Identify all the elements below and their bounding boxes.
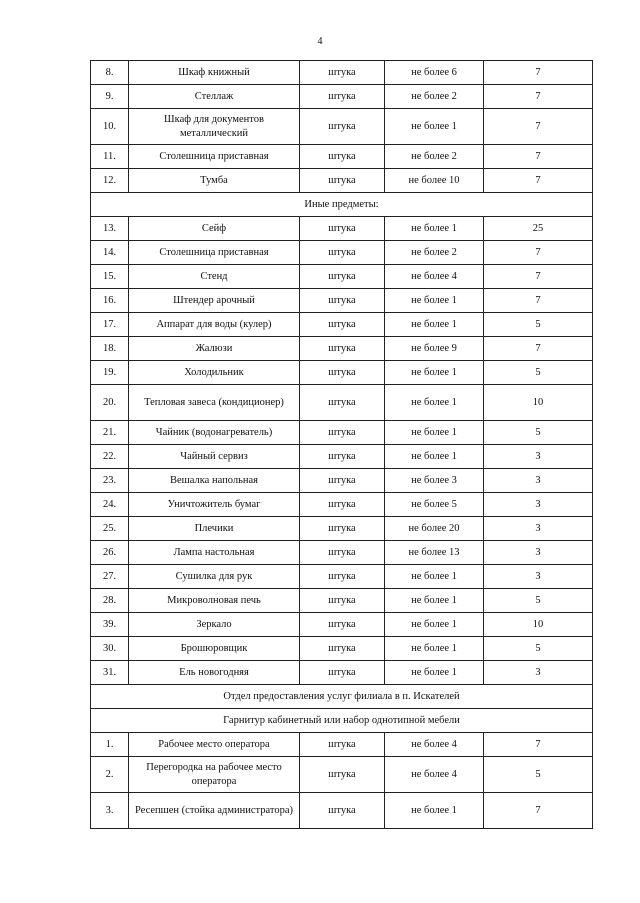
- unit-cell: штука: [300, 445, 385, 469]
- row-number-cell: 19.: [91, 361, 129, 385]
- item-name-cell: Перегородка на рабочее место оператора: [129, 757, 300, 793]
- unit-cell: штука: [300, 385, 385, 421]
- table-row: [91, 493, 593, 517]
- item-name-cell: Штендер арочный: [129, 289, 300, 313]
- item-name-cell: Холодильник: [129, 361, 300, 385]
- service-life-cell: 5: [484, 361, 593, 385]
- row-number-cell: 30.: [91, 637, 129, 661]
- unit-cell: штука: [300, 517, 385, 541]
- table-row: [91, 85, 593, 109]
- quantity-cell: не более 9: [385, 337, 484, 361]
- unit-cell: штука: [300, 469, 385, 493]
- row-number-cell: 13.: [91, 217, 129, 241]
- service-life-cell: 7: [484, 109, 593, 145]
- item-name-cell: Тепловая завеса (кондиционер): [129, 385, 300, 421]
- unit-cell: штука: [300, 757, 385, 793]
- row-number-cell: 20.: [91, 385, 129, 421]
- service-life-cell: 3: [484, 445, 593, 469]
- service-life-cell: 5: [484, 313, 593, 337]
- unit-cell: штука: [300, 613, 385, 637]
- unit-cell: штука: [300, 421, 385, 445]
- row-number-cell: 10.: [91, 109, 129, 145]
- unit-cell: штука: [300, 361, 385, 385]
- section-header-row: [91, 193, 593, 217]
- service-life-cell: 10: [484, 613, 593, 637]
- item-name-cell: Шкаф для документов металлический: [129, 109, 300, 145]
- table-row: [91, 337, 593, 361]
- quantity-cell: не более 1: [385, 109, 484, 145]
- table-row: [91, 313, 593, 337]
- quantity-cell: не более 1: [385, 217, 484, 241]
- row-number-cell: 26.: [91, 541, 129, 565]
- unit-cell: штука: [300, 241, 385, 265]
- item-name-cell: Ель новогодняя: [129, 661, 300, 685]
- service-life-cell: 7: [484, 289, 593, 313]
- item-name-cell: Жалюзи: [129, 337, 300, 361]
- section-header-row: [91, 685, 593, 709]
- table-row: [91, 637, 593, 661]
- section-header: Гарнитур кабинетный или набор однотипной мебели: [91, 709, 593, 733]
- service-life-cell: 3: [484, 565, 593, 589]
- unit-cell: штука: [300, 541, 385, 565]
- row-number-cell: 18.: [91, 337, 129, 361]
- service-life-cell: 3: [484, 661, 593, 685]
- section-header: Иные предметы:: [91, 193, 593, 217]
- quantity-cell: не более 1: [385, 565, 484, 589]
- quantity-cell: не более 13: [385, 541, 484, 565]
- row-number-cell: 23.: [91, 469, 129, 493]
- unit-cell: штука: [300, 793, 385, 829]
- item-name-cell: Рабочее место оператора: [129, 733, 300, 757]
- page-number: 4: [317, 36, 323, 47]
- service-life-cell: 3: [484, 517, 593, 541]
- quantity-cell: не более 2: [385, 145, 484, 169]
- unit-cell: штука: [300, 661, 385, 685]
- item-name-cell: Столешница приставная: [129, 145, 300, 169]
- row-number-cell: 15.: [91, 265, 129, 289]
- items-table: [90, 60, 593, 829]
- row-number-cell: 17.: [91, 313, 129, 337]
- service-life-cell: 7: [484, 793, 593, 829]
- table-row: [91, 421, 593, 445]
- quantity-cell: не более 1: [385, 637, 484, 661]
- table-row: [91, 61, 593, 85]
- service-life-cell: 5: [484, 637, 593, 661]
- service-life-cell: 5: [484, 757, 593, 793]
- row-number-cell: 22.: [91, 445, 129, 469]
- quantity-cell: не более 4: [385, 265, 484, 289]
- service-life-cell: 3: [484, 493, 593, 517]
- item-name-cell: Чайный сервиз: [129, 445, 300, 469]
- item-name-cell: Вешалка напольная: [129, 469, 300, 493]
- quantity-cell: не более 4: [385, 757, 484, 793]
- quantity-cell: не более 1: [385, 421, 484, 445]
- row-number-cell: 21.: [91, 421, 129, 445]
- table-row: [91, 361, 593, 385]
- row-number-cell: 28.: [91, 589, 129, 613]
- row-number-cell: 24.: [91, 493, 129, 517]
- table-row: [91, 793, 593, 829]
- item-name-cell: Лампа настольная: [129, 541, 300, 565]
- quantity-cell: не более 1: [385, 613, 484, 637]
- item-name-cell: Столешница приставная: [129, 241, 300, 265]
- table-row: [91, 613, 593, 637]
- unit-cell: штука: [300, 733, 385, 757]
- unit-cell: штука: [300, 493, 385, 517]
- table-row: [91, 385, 593, 421]
- table-row: [91, 757, 593, 793]
- unit-cell: штука: [300, 145, 385, 169]
- quantity-cell: не более 6: [385, 61, 484, 85]
- service-life-cell: 7: [484, 61, 593, 85]
- table-row: [91, 241, 593, 265]
- item-name-cell: Чайник (водонагреватель): [129, 421, 300, 445]
- table-row: [91, 145, 593, 169]
- quantity-cell: не более 4: [385, 733, 484, 757]
- row-number-cell: 1.: [91, 733, 129, 757]
- service-life-cell: 3: [484, 469, 593, 493]
- table-row: [91, 217, 593, 241]
- quantity-cell: не более 2: [385, 85, 484, 109]
- row-number-cell: 16.: [91, 289, 129, 313]
- unit-cell: штука: [300, 289, 385, 313]
- item-name-cell: Аппарат для воды (кулер): [129, 313, 300, 337]
- quantity-cell: не более 3: [385, 469, 484, 493]
- service-life-cell: 25: [484, 217, 593, 241]
- quantity-cell: не более 20: [385, 517, 484, 541]
- items-table-body: [91, 61, 593, 829]
- service-life-cell: 5: [484, 421, 593, 445]
- table-row: [91, 109, 593, 145]
- unit-cell: штука: [300, 337, 385, 361]
- unit-cell: штука: [300, 637, 385, 661]
- row-number-cell: 31.: [91, 661, 129, 685]
- unit-cell: штука: [300, 313, 385, 337]
- table-row: [91, 265, 593, 289]
- table-row: [91, 661, 593, 685]
- unit-cell: штука: [300, 109, 385, 145]
- row-number-cell: 11.: [91, 145, 129, 169]
- table-row: [91, 469, 593, 493]
- row-number-cell: 12.: [91, 169, 129, 193]
- quantity-cell: не более 5: [385, 493, 484, 517]
- item-name-cell: Сейф: [129, 217, 300, 241]
- item-name-cell: Плечики: [129, 517, 300, 541]
- quantity-cell: не более 1: [385, 793, 484, 829]
- service-life-cell: 7: [484, 265, 593, 289]
- service-life-cell: 10: [484, 385, 593, 421]
- quantity-cell: не более 2: [385, 241, 484, 265]
- table-row: [91, 541, 593, 565]
- item-name-cell: Микроволновая печь: [129, 589, 300, 613]
- unit-cell: штука: [300, 169, 385, 193]
- row-number-cell: 27.: [91, 565, 129, 589]
- service-life-cell: 7: [484, 169, 593, 193]
- service-life-cell: 3: [484, 541, 593, 565]
- item-name-cell: Стенд: [129, 265, 300, 289]
- section-header: Отдел предоставления услуг филиала в п. Искателей: [91, 685, 593, 709]
- unit-cell: штука: [300, 265, 385, 289]
- row-number-cell: 14.: [91, 241, 129, 265]
- table-row: [91, 565, 593, 589]
- section-header-row: [91, 709, 593, 733]
- row-number-cell: 2.: [91, 757, 129, 793]
- item-name-cell: Зеркало: [129, 613, 300, 637]
- item-name-cell: Брошюровщик: [129, 637, 300, 661]
- service-life-cell: 7: [484, 733, 593, 757]
- row-number-cell: 25.: [91, 517, 129, 541]
- row-number-cell: 8.: [91, 61, 129, 85]
- unit-cell: штука: [300, 589, 385, 613]
- service-life-cell: 7: [484, 85, 593, 109]
- item-name-cell: Ресепшен (стойка администратора): [129, 793, 300, 829]
- item-name-cell: Шкаф книжный: [129, 61, 300, 85]
- table-row: [91, 169, 593, 193]
- service-life-cell: 5: [484, 589, 593, 613]
- unit-cell: штука: [300, 217, 385, 241]
- quantity-cell: не более 1: [385, 289, 484, 313]
- service-life-cell: 7: [484, 337, 593, 361]
- quantity-cell: не более 1: [385, 313, 484, 337]
- service-life-cell: 7: [484, 145, 593, 169]
- unit-cell: штука: [300, 85, 385, 109]
- quantity-cell: не более 1: [385, 361, 484, 385]
- quantity-cell: не более 10: [385, 169, 484, 193]
- table-row: [91, 589, 593, 613]
- table-row: [91, 733, 593, 757]
- item-name-cell: Тумба: [129, 169, 300, 193]
- quantity-cell: не более 1: [385, 445, 484, 469]
- table-row: [91, 445, 593, 469]
- item-name-cell: Сушилка для рук: [129, 565, 300, 589]
- quantity-cell: не более 1: [385, 589, 484, 613]
- table-row: [91, 517, 593, 541]
- table-row: [91, 289, 593, 313]
- quantity-cell: не более 1: [385, 661, 484, 685]
- unit-cell: штука: [300, 61, 385, 85]
- row-number-cell: 9.: [91, 85, 129, 109]
- row-number-cell: 39.: [91, 613, 129, 637]
- unit-cell: штука: [300, 565, 385, 589]
- row-number-cell: 3.: [91, 793, 129, 829]
- service-life-cell: 7: [484, 241, 593, 265]
- item-name-cell: Стеллаж: [129, 85, 300, 109]
- quantity-cell: не более 1: [385, 385, 484, 421]
- item-name-cell: Уничтожитель бумаг: [129, 493, 300, 517]
